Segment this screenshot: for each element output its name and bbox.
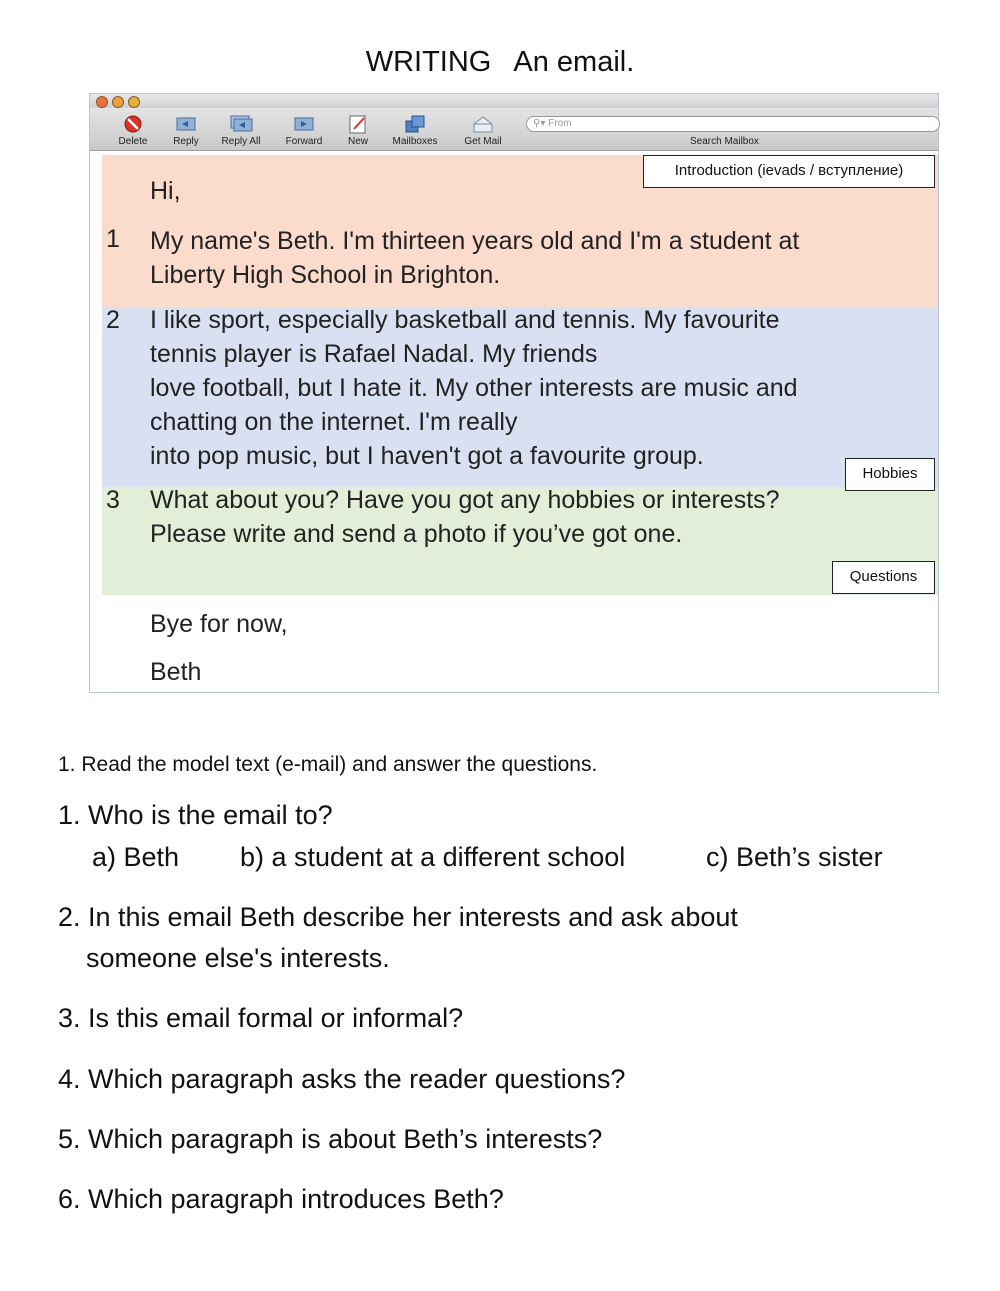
paragraph-2-line-3: love football, but I hate it. My other interests are music and (150, 374, 798, 402)
paragraph-3-line-1: What about you? Have you got any hobbies or interests? (150, 486, 780, 514)
paragraph-2-line-4: chatting on the internet. I'm really (150, 408, 518, 436)
title-writing: WRITING (365, 46, 492, 78)
reply-all-label: Reply All (221, 136, 261, 147)
reply-label: Reply (173, 136, 199, 147)
exercise-instruction: 1. Read the model text (e-mail) and answer the questions. (58, 753, 598, 776)
search-mailbox-label: Search Mailbox (690, 136, 759, 147)
title-an-email: An email. (513, 46, 635, 78)
search-mailbox-input[interactable] (526, 116, 940, 132)
get-mail-label: Get Mail (464, 136, 502, 147)
new-message-icon (346, 114, 370, 134)
paragraph-2-line-2: tennis player is Rafael Nadal. My friends (150, 340, 598, 368)
window-titlebar (90, 94, 938, 108)
reply-all-icon (229, 114, 253, 134)
minimize-window-icon[interactable] (112, 96, 124, 108)
page-title (0, 46, 1000, 79)
get-mail-icon (471, 114, 495, 134)
paragraph-3-line-2: Please write and send a photo if you’ve got one. (150, 520, 683, 548)
question-1: 1. Who is the email to? (58, 800, 333, 830)
hobbies-label: Hobbies (845, 458, 935, 491)
new-message-label: New (347, 136, 368, 147)
close-window-icon[interactable] (96, 96, 108, 108)
paragraph-number-3: 3 (106, 486, 120, 514)
mailboxes-button[interactable] (380, 108, 450, 150)
question-2: 2. In this email Beth describe her interests and ask about (58, 902, 738, 932)
delete-icon (121, 114, 145, 134)
questions-label: Questions (832, 561, 935, 594)
forward-icon (292, 114, 316, 134)
question-2-line-2: someone else's interests. (86, 943, 390, 973)
mail-window (89, 93, 939, 693)
question-1-option-a[interactable]: a) Beth (92, 842, 180, 872)
paragraph-number-1: 1 (106, 225, 120, 253)
reply-icon (174, 114, 198, 134)
email-closing: Bye for now, (150, 610, 288, 638)
question-1-option-b[interactable]: b) a student at a different school (240, 842, 626, 872)
paragraph-2-line-5: into pop music, but I haven't got a favourite group. (150, 442, 704, 470)
paragraph-questions (102, 487, 938, 595)
question-6: 6. Which paragraph introduces Beth? (58, 1184, 504, 1214)
forward-button[interactable] (272, 108, 336, 150)
mailboxes-icon (403, 114, 427, 134)
reply-all-button[interactable] (210, 108, 272, 150)
zoom-window-icon[interactable] (128, 96, 140, 108)
email-greeting: Hi, (150, 177, 181, 205)
search-icon: ⚲▾ (533, 118, 546, 129)
question-4: 4. Which paragraph asks the reader questions? (58, 1064, 626, 1094)
paragraph-number-2: 2 (106, 306, 120, 334)
get-mail-button[interactable] (450, 108, 516, 150)
paragraph-1-line-1: My name's Beth. I'm thirteen years old and I'm a student at (150, 227, 800, 255)
question-5: 5. Which paragraph is about Beth’s interests? (58, 1124, 603, 1154)
paragraph-hobbies (102, 307, 938, 487)
mailboxes-label: Mailboxes (392, 136, 438, 147)
reply-button[interactable] (162, 108, 210, 150)
delete-button[interactable] (104, 108, 162, 150)
question-3: 3. Is this email formal or informal? (58, 1003, 464, 1033)
paragraph-1-line-2: Liberty High School in Brighton. (150, 261, 501, 289)
delete-label: Delete (118, 136, 148, 147)
new-message-button[interactable] (336, 108, 380, 150)
mail-toolbar (90, 108, 938, 151)
introduction-label: Introduction (ievads / вступление) (643, 155, 935, 188)
forward-label: Forward (285, 136, 323, 147)
question-1-option-c[interactable]: c) Beth’s sister (706, 842, 883, 872)
email-signature: Beth (150, 658, 202, 686)
paragraph-2-line-1: I like sport, especially basketball and tennis. My favourite (150, 306, 780, 334)
search-placeholder: From (548, 118, 572, 129)
